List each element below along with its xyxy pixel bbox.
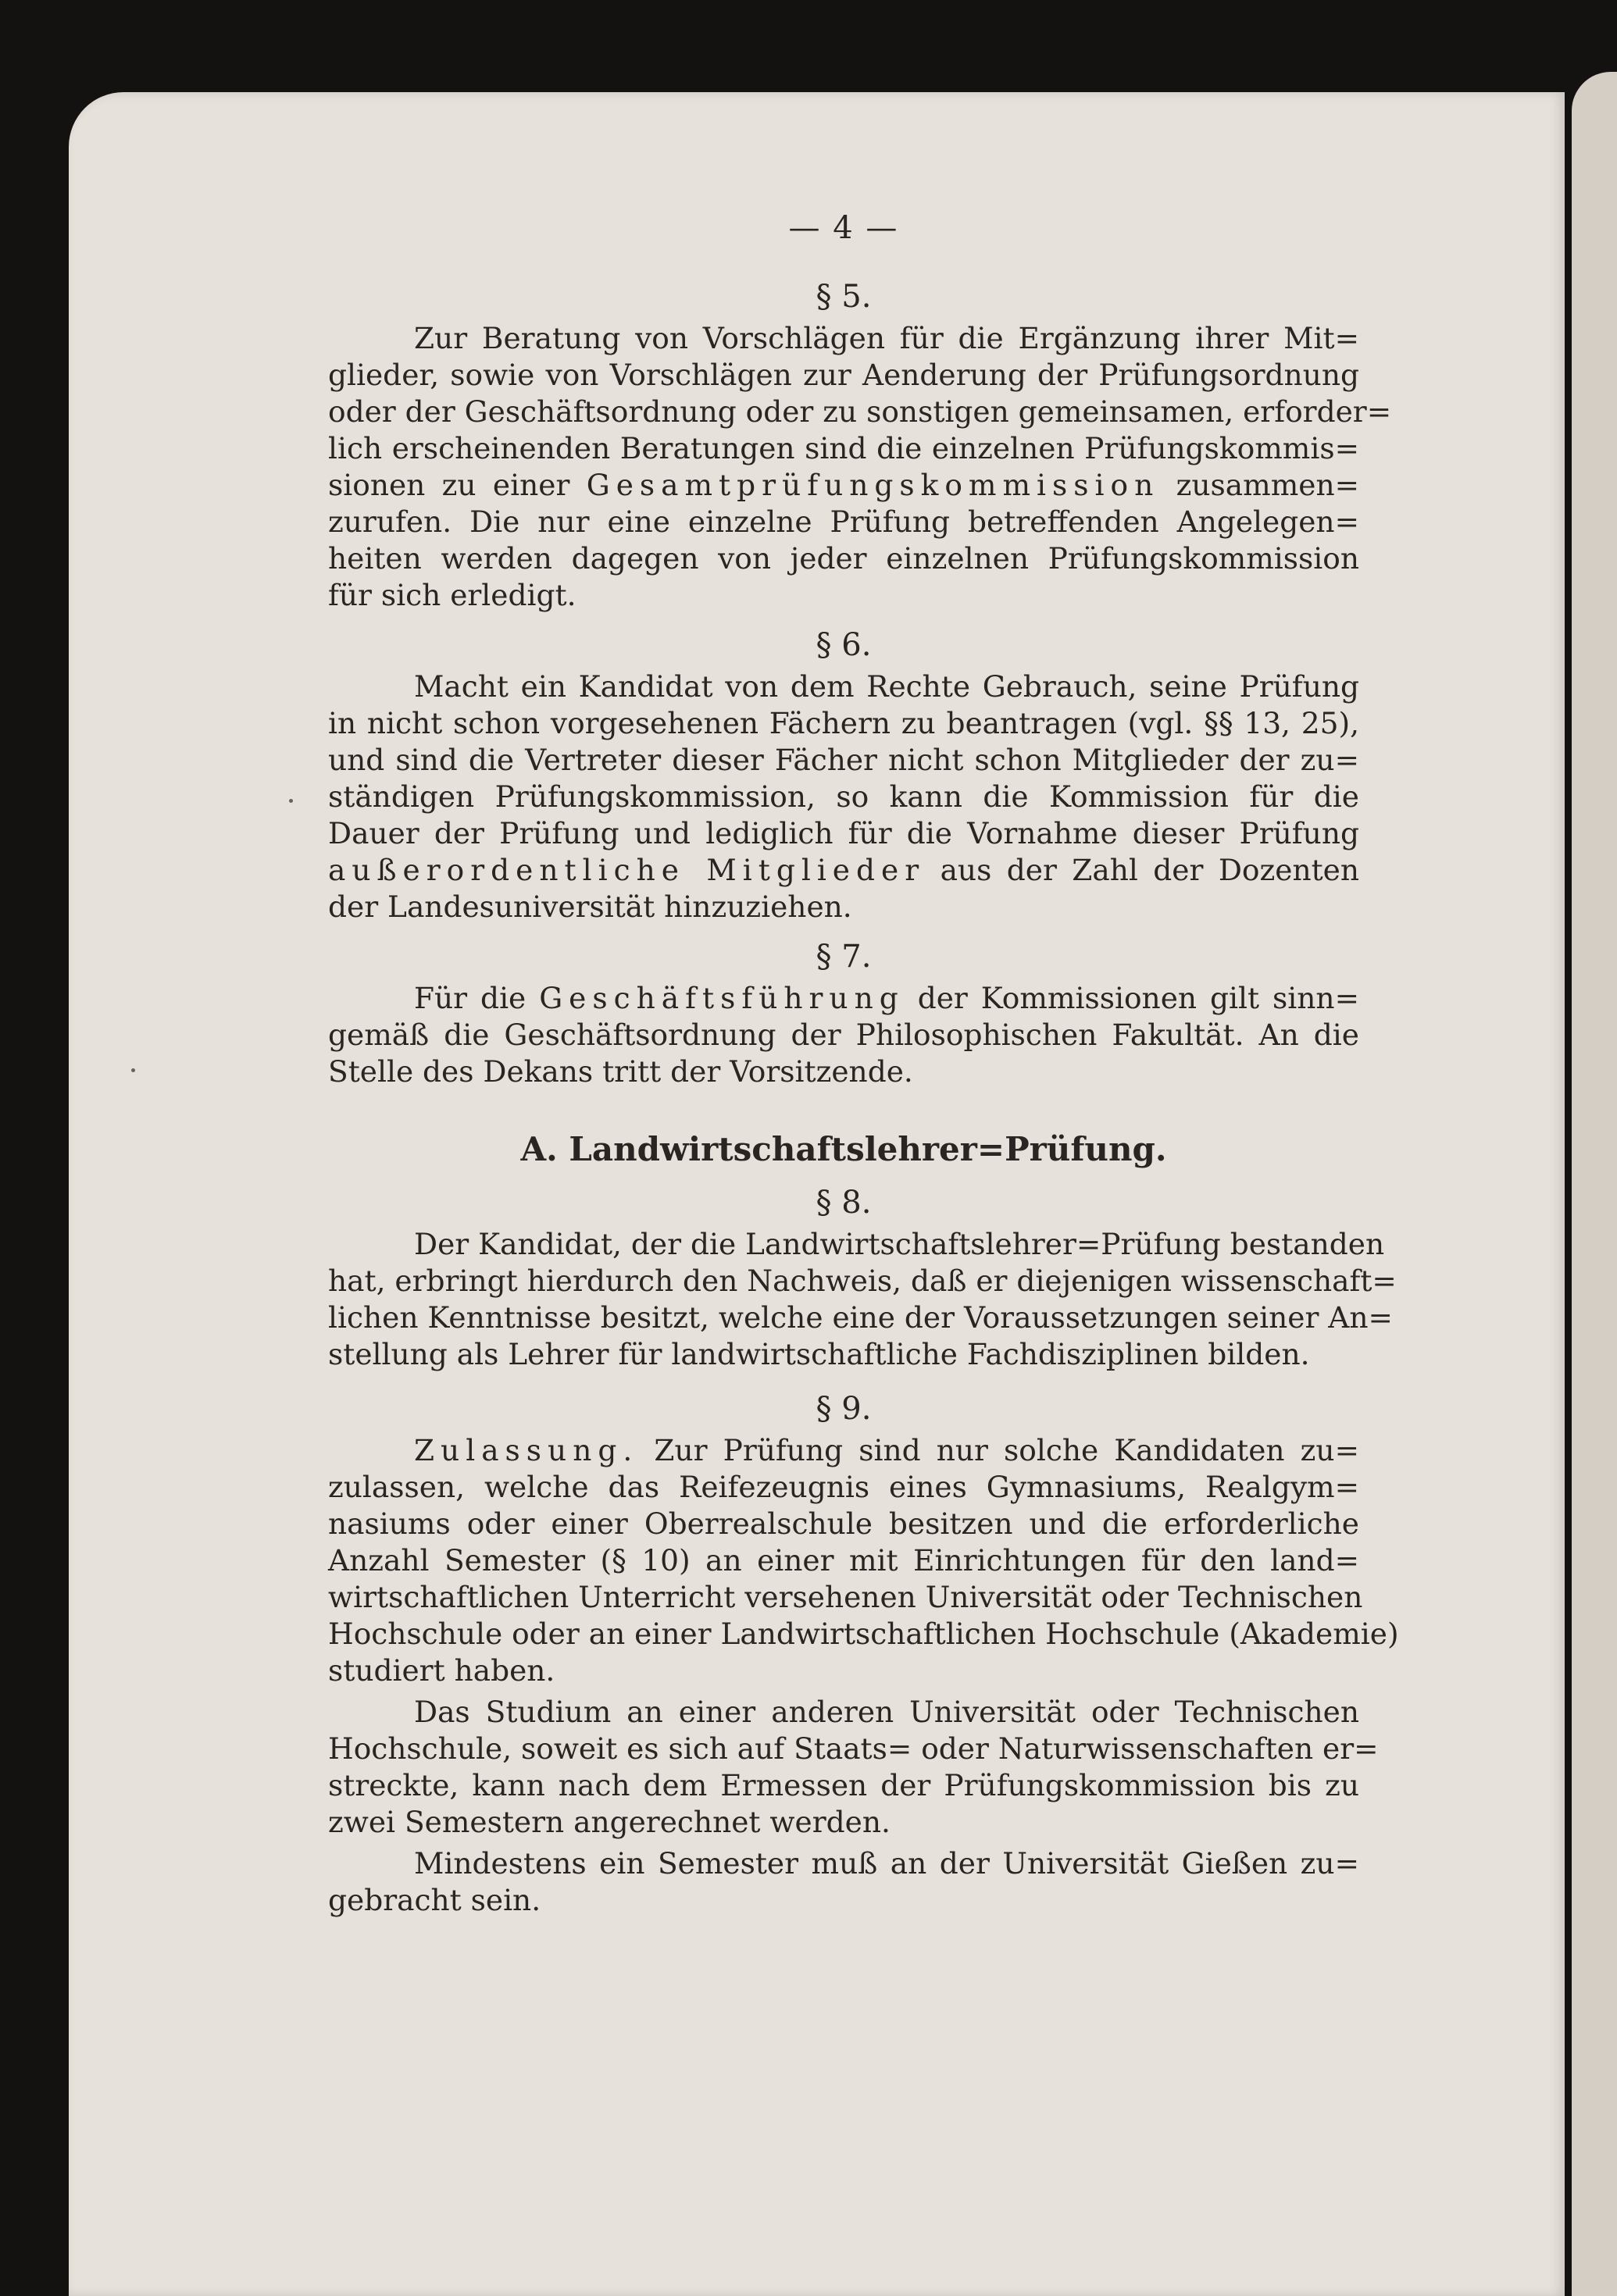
text-line: Hochschule, soweit es sich auf Staats= oder Naturwissenschaften er= <box>328 1731 1379 1766</box>
page-content <box>328 205 1399 1919</box>
text-line: Stelle des Dekans tritt der Vorsitzende. <box>328 1054 913 1089</box>
text-line: lichen Kenntnisse besitzt, welche eine der Voraussetzungen seiner An= <box>328 1300 1393 1335</box>
text-line: Macht ein Kandidat von dem Rechte Gebrauch, seine Prüfung <box>414 669 1359 704</box>
text-line: Zur Beratung von Vorschlägen für die Ergänzung ihrer Mit= <box>414 321 1359 355</box>
text-line: streckte, kann nach dem Ermessen der Prüfungskommission bis zu <box>328 1768 1359 1802</box>
text-line: oder der Geschäftsordnung oder zu sonstigen gemeinsamen, erforder= <box>328 394 1392 429</box>
spaced-term: außerordentliche Mitglieder <box>328 853 926 887</box>
section-7-mark: § 7. <box>816 939 872 975</box>
text-line: glieder, sowie von Vorschlägen zur Aenderung der Prüfungsordnung <box>328 358 1359 392</box>
text-line: wirtschaftlichen Unterricht versehenen Universität oder Technischen <box>328 1580 1363 1614</box>
page-number: — 4 — <box>788 210 899 246</box>
text-line: gemäß die Geschäftsordnung der Philosophischen Fakultät. An die <box>328 1018 1359 1052</box>
text-run: Zur Prüfung sind nur solche Kandidaten zu= <box>654 1433 1359 1467</box>
text-line: Dauer der Prüfung und lediglich für die Vornahme dieser Prüfung <box>328 816 1359 850</box>
section-9-para-2 <box>328 1694 1379 1841</box>
spaced-term: Zulassung. <box>414 1433 639 1467</box>
section-8-text <box>328 1226 1397 1373</box>
text-line: lich erscheinenden Beratungen sind die einzelnen Prüfungskommis= <box>328 431 1359 465</box>
text-run: Für die <box>414 981 527 1015</box>
section-8-mark: § 8. <box>816 1185 872 1221</box>
spaced-term: Gesamtprüfungskommission <box>586 468 1160 502</box>
text-line: gebracht sein. <box>328 1883 541 1917</box>
text-line: für sich erledigt. <box>328 578 576 612</box>
section-9-para-3 <box>328 1845 1359 1919</box>
text-line: stellung als Lehrer für landwirtschaftliche Fachdisziplinen bilden. <box>328 1337 1310 1371</box>
text-line: der Landesuniversität hinzuziehen. <box>328 890 852 924</box>
text-line: Hochschule oder an einer Landwirtschaftlichen Hochschule (Akademie) <box>328 1617 1399 1651</box>
text-line: zurufen. Die nur eine einzelne Prüfung betreffenden Angelegen= <box>328 504 1359 539</box>
text-line: hat, erbringt hierdurch den Nachweis, daß er diejenigen wissenschaft= <box>328 1264 1397 1298</box>
text-line: zulassen, welche das Reifezeugnis eines Gymnasiums, Realgym= <box>328 1470 1359 1504</box>
section-6-mark: § 6. <box>816 627 872 663</box>
section-9-para-1 <box>328 1432 1399 1689</box>
text-run: zusammen= <box>1176 468 1360 502</box>
paper-speck <box>131 1068 135 1072</box>
text-run: aus der Zahl der Dozenten <box>940 853 1360 887</box>
section-9-mark: § 9. <box>816 1391 872 1427</box>
text-line <box>328 980 1359 1017</box>
text-line: studiert haben. <box>328 1653 555 1688</box>
text-line <box>328 467 1359 504</box>
section-6-text <box>328 668 1359 925</box>
section-5-mark: § 5. <box>816 279 872 315</box>
text-line: Der Kandidat, der die Landwirtschaftslehrer=Prüfung bestanden <box>414 1227 1385 1261</box>
chapter-heading: A. Landwirtschaftslehrer=Prüfung. <box>520 1130 1167 1168</box>
next-page-edge <box>1572 72 1617 2296</box>
text-run: sionen zu einer <box>328 468 570 502</box>
text-run: der Kommissionen gilt sinn= <box>917 981 1359 1015</box>
paper-speck <box>289 799 293 803</box>
text-line: und sind die Vertreter dieser Fächer nicht schon Mitglieder der zu= <box>328 743 1359 777</box>
text-line: ständigen Prüfungskommission, so kann die Kommission für die <box>328 779 1359 814</box>
text-line: Das Studium an einer anderen Universität oder Technischen <box>414 1695 1359 1729</box>
text-line: zwei Semestern angerechnet werden. <box>328 1805 891 1839</box>
text-line: heiten werden dagegen von jeder einzelnen Prüfungskommission <box>328 541 1359 576</box>
spaced-term: Geschäftsführung <box>539 981 905 1015</box>
text-line: Anzahl Semester (§ 10) an einer mit Einrichtungen für den land= <box>328 1543 1359 1578</box>
section-5-text <box>328 320 1392 614</box>
section-7-text <box>328 980 1359 1090</box>
text-line: nasiums oder einer Oberrealschule besitzen und die erforderliche <box>328 1506 1359 1541</box>
text-line: Mindestens ein Semester muß an der Universität Gießen zu= <box>414 1846 1359 1881</box>
text-line <box>328 852 1359 889</box>
text-line: in nicht schon vorgesehenen Fächern zu beantragen (vgl. §§ 13, 25), <box>328 706 1359 740</box>
text-line <box>328 1432 1359 1469</box>
